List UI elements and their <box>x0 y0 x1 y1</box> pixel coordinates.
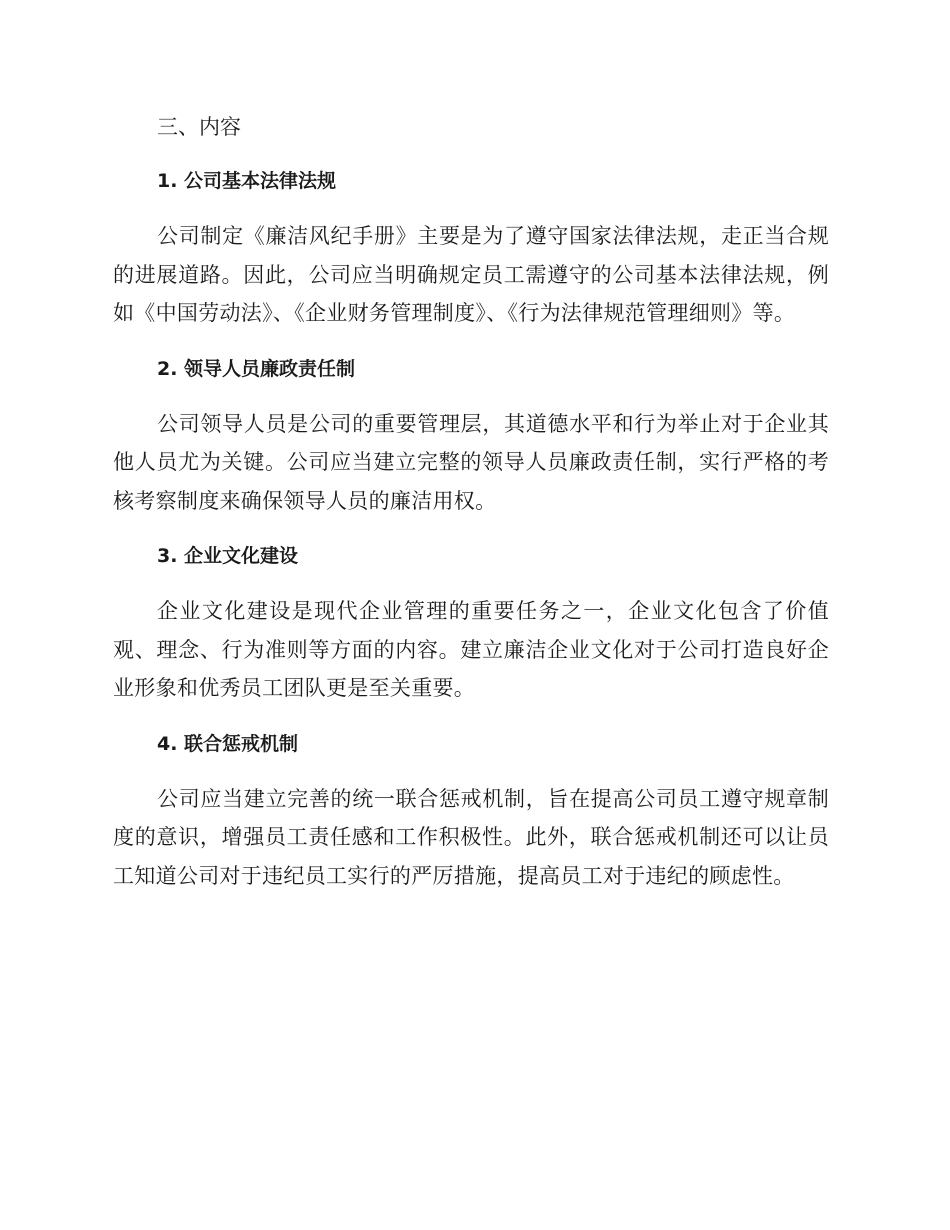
paragraph-legal-regulations: 公司制定《廉洁风纪手册》主要是为了遵守国家法律法规，走正当合规的进展道路。因此，公司应当明确规定员工需遵守的公司基本法律法规，例如《中国劳动法》、《企业财务管理制度》、《行为法律规范管理细则》等。 <box>113 224 829 325</box>
spacer <box>113 708 829 725</box>
spacer <box>113 333 829 350</box>
heading-leadership-responsibility: 2. 领导人员廉政责任制 <box>157 357 356 380</box>
heading-corporate-culture: 3. 企业文化建设 <box>157 545 299 567</box>
heading-legal-regulations: 1. 公司基本法律法规 <box>157 170 337 192</box>
heading-joint-discipline: 4. 联合惩戒机制 <box>157 732 299 755</box>
spacer <box>113 200 829 217</box>
spacer <box>113 388 829 405</box>
spacer <box>113 146 829 162</box>
spacer <box>113 520 829 537</box>
paragraph-corporate-culture: 企业文化建设是现代企业管理的重要任务之一，企业文化包含了价值观、理念、行为准则等方面的内容。建立廉洁企业文化对于公司打造良好企业形象和优秀员工团队更是至关重要。 <box>113 599 829 700</box>
section-title: 三、内容 <box>157 115 241 139</box>
paragraph-joint-discipline: 公司应当建立完善的统一联合惩戒机制，旨在提高公司员工遵守规章制度的意识，增强员工责任感和工作积极性。此外，联合惩戒机制还可以让员工知道公司对于违纪员工实行的严厉措施，提高员工对于违纪的顾虑性。 <box>113 786 829 888</box>
paragraph-leadership-responsibility: 公司领导人员是公司的重要管理层，其道德水平和行为举止对于企业其他人员尤为关键。公司应当建立完整的领导人员廉政责任制，实行严格的考核考察制度来确保领导人员的廉洁用权。 <box>113 411 829 513</box>
document-page <box>113 108 829 895</box>
spacer <box>113 575 829 592</box>
spacer <box>113 763 829 780</box>
